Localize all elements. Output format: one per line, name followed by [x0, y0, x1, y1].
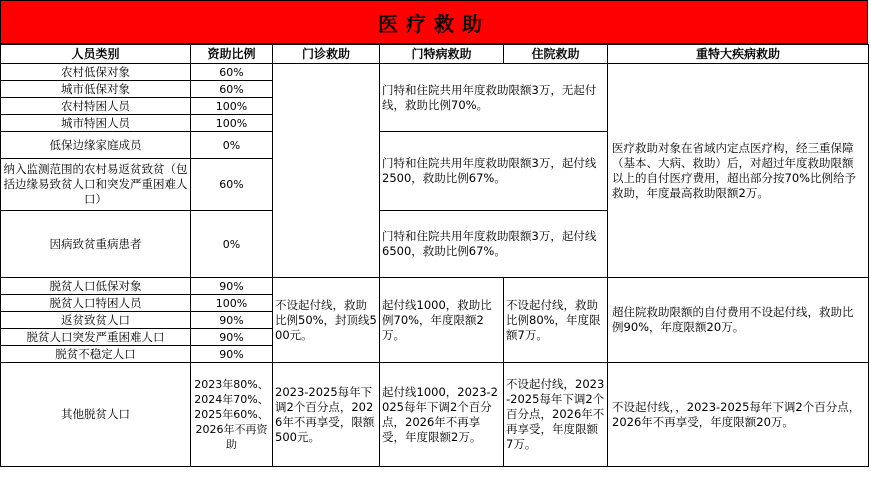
rate-cell: 60% [191, 64, 273, 81]
rate-cell: 0% [191, 211, 273, 278]
category-cell: 返贫致贫人口 [1, 312, 191, 329]
category-cell: 脱贫人口特困人员 [1, 295, 191, 312]
category-cell: 低保边缘家庭成员 [1, 132, 191, 159]
header-category: 人员类别 [1, 45, 191, 64]
rate-cell: 60% [191, 81, 273, 98]
rate-cell: 100% [191, 295, 273, 312]
rate-cell: 60% [191, 159, 273, 211]
category-cell: 纳入监测范围的农村易返贫致贫（包括边缘易致贫人口和突发严重困难人口） [1, 159, 191, 211]
page-title: 医疗救助 [0, 0, 868, 44]
category-cell: 城市特困人员 [1, 115, 191, 132]
major-other: 不设起付线，，2023-2025每年下调2个百分点，2026年不再享受，年度限额20万。 [608, 363, 869, 467]
special-other: 起付线1000，2023-2025每年下调2个百分点，2026年不再享受，年度限额2万。 [380, 363, 504, 467]
special-block-1: 门特和住院共用年度救助限额3万，无起付线，救助比例70%。 [380, 64, 608, 132]
rate-cell: 90% [191, 312, 273, 329]
special-block-2: 门特和住院共用年度救助限额3万，起付线2500，救助比例67%。 [380, 132, 608, 211]
header-special-disease: 门特病救助 [380, 45, 504, 64]
header-major-disease: 重特大疾病救助 [608, 45, 869, 64]
outpatient-other: 2023-2025每年下调2个百分点，2026年不再享受，限额500元。 [273, 363, 380, 467]
outpatient-empty-cell [273, 64, 380, 278]
rate-cell: 0% [191, 132, 273, 159]
category-cell: 脱贫人口突发严重困难人口 [1, 329, 191, 346]
special-block-3: 门特和住院共用年度救助限额3万，起付线6500，救助比例67%。 [380, 211, 608, 278]
major-poverty: 超住院救助限额的自付费用不设起付线，救助比例90%，年度限额20万。 [608, 278, 869, 363]
rate-cell: 90% [191, 329, 273, 346]
rate-cell: 2023年80%、2024年70%、2025年60%、2026年不再资助 [191, 363, 273, 467]
table-row [1, 64, 869, 81]
header-inpatient: 住院救助 [504, 45, 608, 64]
header-outpatient: 门诊救助 [273, 45, 380, 64]
category-cell: 农村特困人员 [1, 98, 191, 115]
category-cell: 脱贫人口低保对象 [1, 278, 191, 295]
special-poverty: 起付线1000，救助比例70%，年度限额2万。 [380, 278, 504, 363]
inpatient-other: 不设起付线，2023-2025每年下调2个百分点，2026年不再享受，年度限额7万。 [504, 363, 608, 467]
category-cell: 农村低保对象 [1, 64, 191, 81]
header-rate: 资助比例 [191, 45, 273, 64]
header-row [1, 45, 869, 64]
category-cell: 脱贫不稳定人口 [1, 346, 191, 363]
major-block-1: 医疗救助对象在省域内定点医疗构，经三重保障（基本、大病、救助）后，对超过年度救助限额以上的自付医疗费用，超出部分按70%比例给予救助，年度最高救助限额2万。 [608, 64, 869, 278]
outpatient-poverty: 不设起付线，救助比例50%，封顶线500元。 [273, 278, 380, 363]
rate-cell: 90% [191, 346, 273, 363]
rate-cell: 100% [191, 98, 273, 115]
rate-cell: 90% [191, 278, 273, 295]
inpatient-poverty: 不设起付线，救助比例80%，年度限额7万。 [504, 278, 608, 363]
category-cell: 城市低保对象 [1, 81, 191, 98]
rate-cell: 100% [191, 115, 273, 132]
table-row [1, 278, 869, 295]
aid-table [0, 44, 869, 467]
category-cell: 因病致贫重病患者 [1, 211, 191, 278]
category-cell: 其他脱贫人口 [1, 363, 191, 467]
table-row [1, 363, 869, 467]
